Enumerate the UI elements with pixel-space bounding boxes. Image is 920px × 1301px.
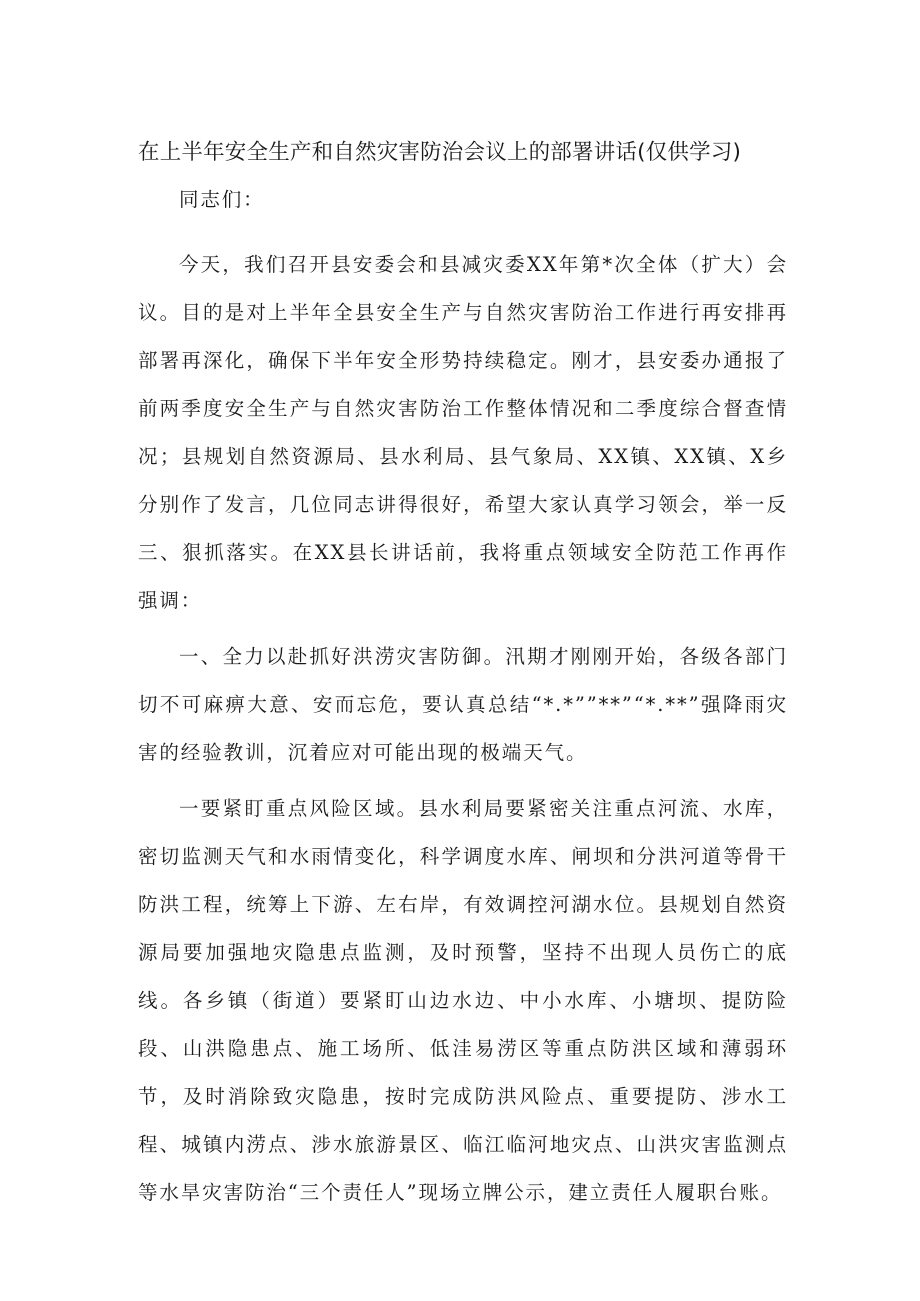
paragraph-section-one: 一、全力以赴抓好洪涝灾害防御。汛期才刚刚开始，各级各部门切不可麻痹大意、安而忘危，要认真总结“*.*””**”“*.**”强降雨灾害的经验教训，沉着应对可能出现的极端天气。: [138, 645, 788, 764]
paragraph-opening: 今天，我们召开县安委会和县减灾委XX年第*次全体（扩大）会议。目的是对上半年全县安全生产与自然灾害防治工作进行再安排再部署再深化，确保下半年安全形势持续稳定。刚才，县安委办通报了前两季度安全生产与自然灾害防治工作整体情况和二季度综合督查情况；县规划自然资源局、县水利局、县气象局、XX镇、XX镇、X乡分别作了发言，几位同志讲得很好，希望大家认真学习领会，举一反三、狠抓落实。在XX县长讲话前，我将重点领域安全防范工作再作强调：: [138, 253, 788, 612]
document-body: [138, 176, 788, 1217]
document-title: 在上半年安全生产和自然灾害防治会议上的部署讲话(仅供学习): [138, 140, 742, 165]
paragraph-risk-areas: 一要紧盯重点风险区域。县水利局要紧密关注重点河流、水库，密切监测天气和水雨情变化，科学调度水库、闸坝和分洪河道等骨干防洪工程，统筹上下游、左右岸，有效调控河湖水位。县规划自然资源局要加强地灾隐患点监测，及时预警，坚持不出现人员伤亡的底线。各乡镇（街道）要紧盯山边水边、中小水库、小塘坝、提防险段、山洪隐患点、施工场所、低洼易涝区等重点防洪区域和薄弱环节，及时消除致灾隐患，按时完成防洪风险点、重要提防、涉水工程、城镇内涝点、涉水旅游景区、临江临河地灾点、山洪灾害监测点等水旱灾害防治“三个责任人”现场立牌公示，建立责任人履职台账。: [138, 797, 788, 1204]
salutation: 同志们：: [178, 188, 265, 211]
